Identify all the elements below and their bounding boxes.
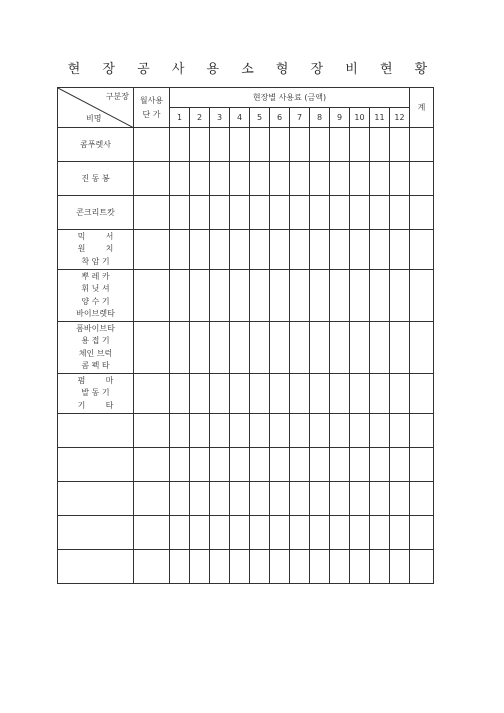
usage-cell — [330, 448, 350, 482]
equipment-name: 발 동 기 — [81, 388, 110, 398]
usage-cell — [350, 414, 370, 448]
equipment-name-cell — [58, 196, 134, 230]
usage-cell — [370, 230, 390, 270]
usage-cell — [210, 448, 230, 482]
table-row — [58, 482, 434, 516]
usage-cell — [330, 230, 350, 270]
table-row — [58, 448, 434, 482]
usage-cell — [370, 516, 390, 550]
usage-cell — [270, 270, 290, 322]
table-row — [58, 322, 434, 374]
usage-cell — [330, 322, 350, 374]
usage-cell — [170, 322, 190, 374]
usage-cell — [310, 448, 330, 482]
equipment-name-cell — [58, 448, 134, 482]
usage-cell — [250, 270, 270, 322]
equipment-name: 체인 브럭 — [78, 348, 113, 358]
usage-cell — [390, 270, 410, 322]
page-title: 현 장 공 사 용 소 형 장 비 현 황 — [67, 62, 437, 77]
header-column-3: 3 — [210, 108, 230, 128]
usage-cell — [390, 230, 410, 270]
unit-price-cell — [134, 162, 170, 196]
unit-price-cell — [134, 196, 170, 230]
usage-cell — [370, 550, 390, 584]
equipment-name-cell — [58, 516, 134, 550]
usage-cell — [210, 482, 230, 516]
usage-cell — [230, 128, 250, 162]
unit-price-cell — [134, 550, 170, 584]
usage-cell — [250, 230, 270, 270]
usage-cell — [210, 322, 230, 374]
usage-cell — [210, 230, 230, 270]
usage-cell — [370, 374, 390, 414]
total-cell — [410, 550, 434, 584]
usage-cell — [330, 482, 350, 516]
usage-cell — [170, 162, 190, 196]
usage-cell — [350, 230, 370, 270]
usage-cell — [270, 322, 290, 374]
equipment-status-table — [57, 87, 434, 584]
usage-cell — [190, 230, 210, 270]
usage-cell — [170, 374, 190, 414]
usage-cell — [330, 162, 350, 196]
usage-cell — [290, 482, 310, 516]
usage-cell — [210, 414, 230, 448]
usage-cell — [250, 414, 270, 448]
equipment-name: 콤 펙 타 — [81, 361, 110, 370]
table-row — [58, 414, 434, 448]
equipment-name: 용 접 기 — [81, 336, 110, 345]
equipment-name: 바이브렛타 — [76, 309, 115, 318]
usage-cell — [370, 322, 390, 374]
total-cell — [410, 270, 434, 322]
usage-cell — [290, 196, 310, 230]
usage-cell — [290, 414, 310, 448]
usage-cell — [230, 230, 250, 270]
unit-price-cell — [134, 482, 170, 516]
usage-cell — [270, 516, 290, 550]
usage-cell — [170, 414, 190, 448]
usage-cell — [270, 482, 290, 516]
usage-cell — [390, 448, 410, 482]
usage-cell — [330, 196, 350, 230]
usage-cell — [390, 414, 410, 448]
usage-cell — [190, 482, 210, 516]
equipment-name-cell — [58, 230, 134, 270]
header-category-label: 구분장 — [105, 92, 129, 101]
usage-cell — [230, 516, 250, 550]
table-row — [58, 374, 434, 414]
usage-cell — [270, 196, 290, 230]
header-column-10: 10 — [350, 108, 370, 128]
usage-cell — [330, 374, 350, 414]
usage-cell — [330, 270, 350, 322]
usage-cell — [250, 374, 270, 414]
usage-cell — [350, 162, 370, 196]
usage-cell — [310, 128, 330, 162]
table-row — [58, 516, 434, 550]
unit-price-cell — [134, 230, 170, 270]
usage-cell — [370, 448, 390, 482]
usage-cell — [350, 374, 370, 414]
equipment-name-cell — [58, 270, 134, 322]
usage-cell — [350, 196, 370, 230]
total-cell — [410, 230, 434, 270]
usage-cell — [170, 196, 190, 230]
usage-cell — [270, 374, 290, 414]
table-row — [58, 230, 434, 270]
usage-cell — [370, 196, 390, 230]
total-cell — [410, 482, 434, 516]
usage-cell — [390, 374, 410, 414]
usage-cell — [390, 128, 410, 162]
usage-cell — [170, 550, 190, 584]
usage-cell — [190, 516, 210, 550]
usage-cell — [290, 374, 310, 414]
usage-cell — [230, 196, 250, 230]
equipment-name-cell — [58, 322, 134, 374]
usage-cell — [350, 448, 370, 482]
equipment-name: 콘크리트캇 — [76, 208, 115, 217]
usage-cell — [170, 270, 190, 322]
usage-cell — [330, 550, 350, 584]
unit-price-cell — [134, 516, 170, 550]
usage-cell — [190, 162, 210, 196]
table-row — [58, 196, 434, 230]
usage-cell — [190, 448, 210, 482]
usage-cell — [210, 196, 230, 230]
header-column-2: 2 — [190, 108, 210, 128]
total-cell — [410, 516, 434, 550]
usage-cell — [230, 322, 250, 374]
usage-cell — [230, 162, 250, 196]
equipment-name: 뿌 레 카 — [81, 271, 110, 281]
equipment-name: 기 타 — [77, 400, 114, 410]
header-column-9: 9 — [330, 108, 350, 128]
equipment-name: 진 동 봉 — [81, 174, 110, 183]
usage-cell — [310, 196, 330, 230]
usage-cell — [190, 270, 210, 322]
unit-price-cell — [134, 128, 170, 162]
usage-cell — [310, 550, 330, 584]
usage-cell — [250, 128, 270, 162]
unit-price-cell — [134, 414, 170, 448]
equipment-name: 착 암 기 — [81, 256, 110, 266]
equipment-name: 폼바이브타 — [76, 323, 115, 333]
usage-cell — [270, 414, 290, 448]
usage-cell — [330, 128, 350, 162]
usage-cell — [270, 162, 290, 196]
usage-cell — [310, 414, 330, 448]
total-cell — [410, 196, 434, 230]
usage-cell — [230, 414, 250, 448]
usage-cell — [210, 550, 230, 584]
usage-cell — [250, 322, 270, 374]
total-cell — [410, 162, 434, 196]
usage-cell — [230, 448, 250, 482]
usage-cell — [370, 270, 390, 322]
usage-cell — [210, 374, 230, 414]
usage-cell — [210, 270, 230, 322]
usage-cell — [190, 322, 210, 374]
usage-cell — [250, 196, 270, 230]
usage-cell — [190, 196, 210, 230]
usage-cell — [290, 230, 310, 270]
usage-cell — [310, 516, 330, 550]
table-row — [58, 550, 434, 584]
usage-cell — [170, 448, 190, 482]
total-cell — [410, 414, 434, 448]
table-row — [58, 128, 434, 162]
usage-cell — [270, 550, 290, 584]
usage-cell — [290, 322, 310, 374]
equipment-name-cell — [58, 482, 134, 516]
usage-cell — [250, 162, 270, 196]
usage-cell — [230, 550, 250, 584]
usage-cell — [390, 482, 410, 516]
usage-cell — [210, 128, 230, 162]
usage-cell — [290, 162, 310, 196]
usage-cell — [310, 270, 330, 322]
usage-cell — [350, 516, 370, 550]
usage-cell — [190, 414, 210, 448]
usage-cell — [310, 162, 330, 196]
equipment-name-cell — [58, 550, 134, 584]
usage-cell — [170, 482, 190, 516]
total-cell — [410, 448, 434, 482]
usage-cell — [250, 516, 270, 550]
usage-cell — [230, 270, 250, 322]
unit-price-cell — [134, 270, 170, 322]
usage-cell — [270, 448, 290, 482]
header-column-6: 6 — [270, 108, 290, 128]
total-cell — [410, 128, 434, 162]
usage-cell — [290, 270, 310, 322]
usage-cell — [390, 162, 410, 196]
usage-cell — [330, 516, 350, 550]
unit-price-cell — [134, 374, 170, 414]
usage-cell — [350, 270, 370, 322]
usage-cell — [170, 128, 190, 162]
equipment-name: 휘 닛 셔 — [81, 284, 110, 293]
equipment-name-cell — [58, 374, 134, 414]
usage-cell — [310, 322, 330, 374]
usage-cell — [350, 482, 370, 516]
usage-cell — [270, 230, 290, 270]
header-column-7: 7 — [290, 108, 310, 128]
unit-price-cell — [134, 322, 170, 374]
equipment-name: 원 치 — [77, 244, 114, 254]
usage-cell — [210, 516, 230, 550]
header-diagonal-cell — [58, 88, 134, 128]
usage-cell — [210, 162, 230, 196]
usage-cell — [350, 128, 370, 162]
usage-cell — [250, 550, 270, 584]
usage-cell — [190, 550, 210, 584]
header-site-usage: 현장별 사용료 (금액) — [170, 88, 410, 108]
header-column-12: 12 — [390, 108, 410, 128]
usage-cell — [190, 128, 210, 162]
usage-cell — [250, 482, 270, 516]
header-total: 계 — [410, 88, 434, 128]
usage-cell — [350, 550, 370, 584]
usage-cell — [170, 230, 190, 270]
equipment-name: 콤푸렛사 — [80, 140, 111, 149]
usage-cell — [230, 482, 250, 516]
total-cell — [410, 374, 434, 414]
usage-cell — [310, 482, 330, 516]
equipment-name-cell — [58, 162, 134, 196]
usage-cell — [370, 162, 390, 196]
usage-cell — [290, 448, 310, 482]
equipment-name-cell — [58, 414, 134, 448]
header-unit-price: 월사용 단 가 — [134, 88, 170, 128]
table-row — [58, 270, 434, 322]
usage-cell — [390, 516, 410, 550]
usage-cell — [250, 448, 270, 482]
usage-cell — [350, 322, 370, 374]
usage-cell — [290, 516, 310, 550]
usage-cell — [370, 482, 390, 516]
header-column-8: 8 — [310, 108, 330, 128]
equipment-name-cell — [58, 128, 134, 162]
usage-cell — [330, 414, 350, 448]
header-column-5: 5 — [250, 108, 270, 128]
header-column-1: 1 — [170, 108, 190, 128]
usage-cell — [310, 230, 330, 270]
usage-cell — [270, 128, 290, 162]
usage-cell — [290, 128, 310, 162]
table-row — [58, 162, 434, 196]
equipment-name: 양 수 기 — [81, 296, 110, 306]
usage-cell — [370, 414, 390, 448]
usage-cell — [370, 128, 390, 162]
usage-cell — [390, 322, 410, 374]
usage-cell — [170, 516, 190, 550]
total-cell — [410, 322, 434, 374]
usage-cell — [230, 374, 250, 414]
equipment-name: 펌 마 — [77, 375, 114, 385]
usage-cell — [190, 374, 210, 414]
usage-cell — [390, 196, 410, 230]
usage-cell — [310, 374, 330, 414]
header-equipment-label: 비명 — [86, 114, 102, 123]
header-column-4: 4 — [230, 108, 250, 128]
usage-cell — [290, 550, 310, 584]
equipment-name: 믹 서 — [77, 231, 114, 241]
usage-cell — [390, 550, 410, 584]
unit-price-cell — [134, 448, 170, 482]
header-column-11: 11 — [370, 108, 390, 128]
